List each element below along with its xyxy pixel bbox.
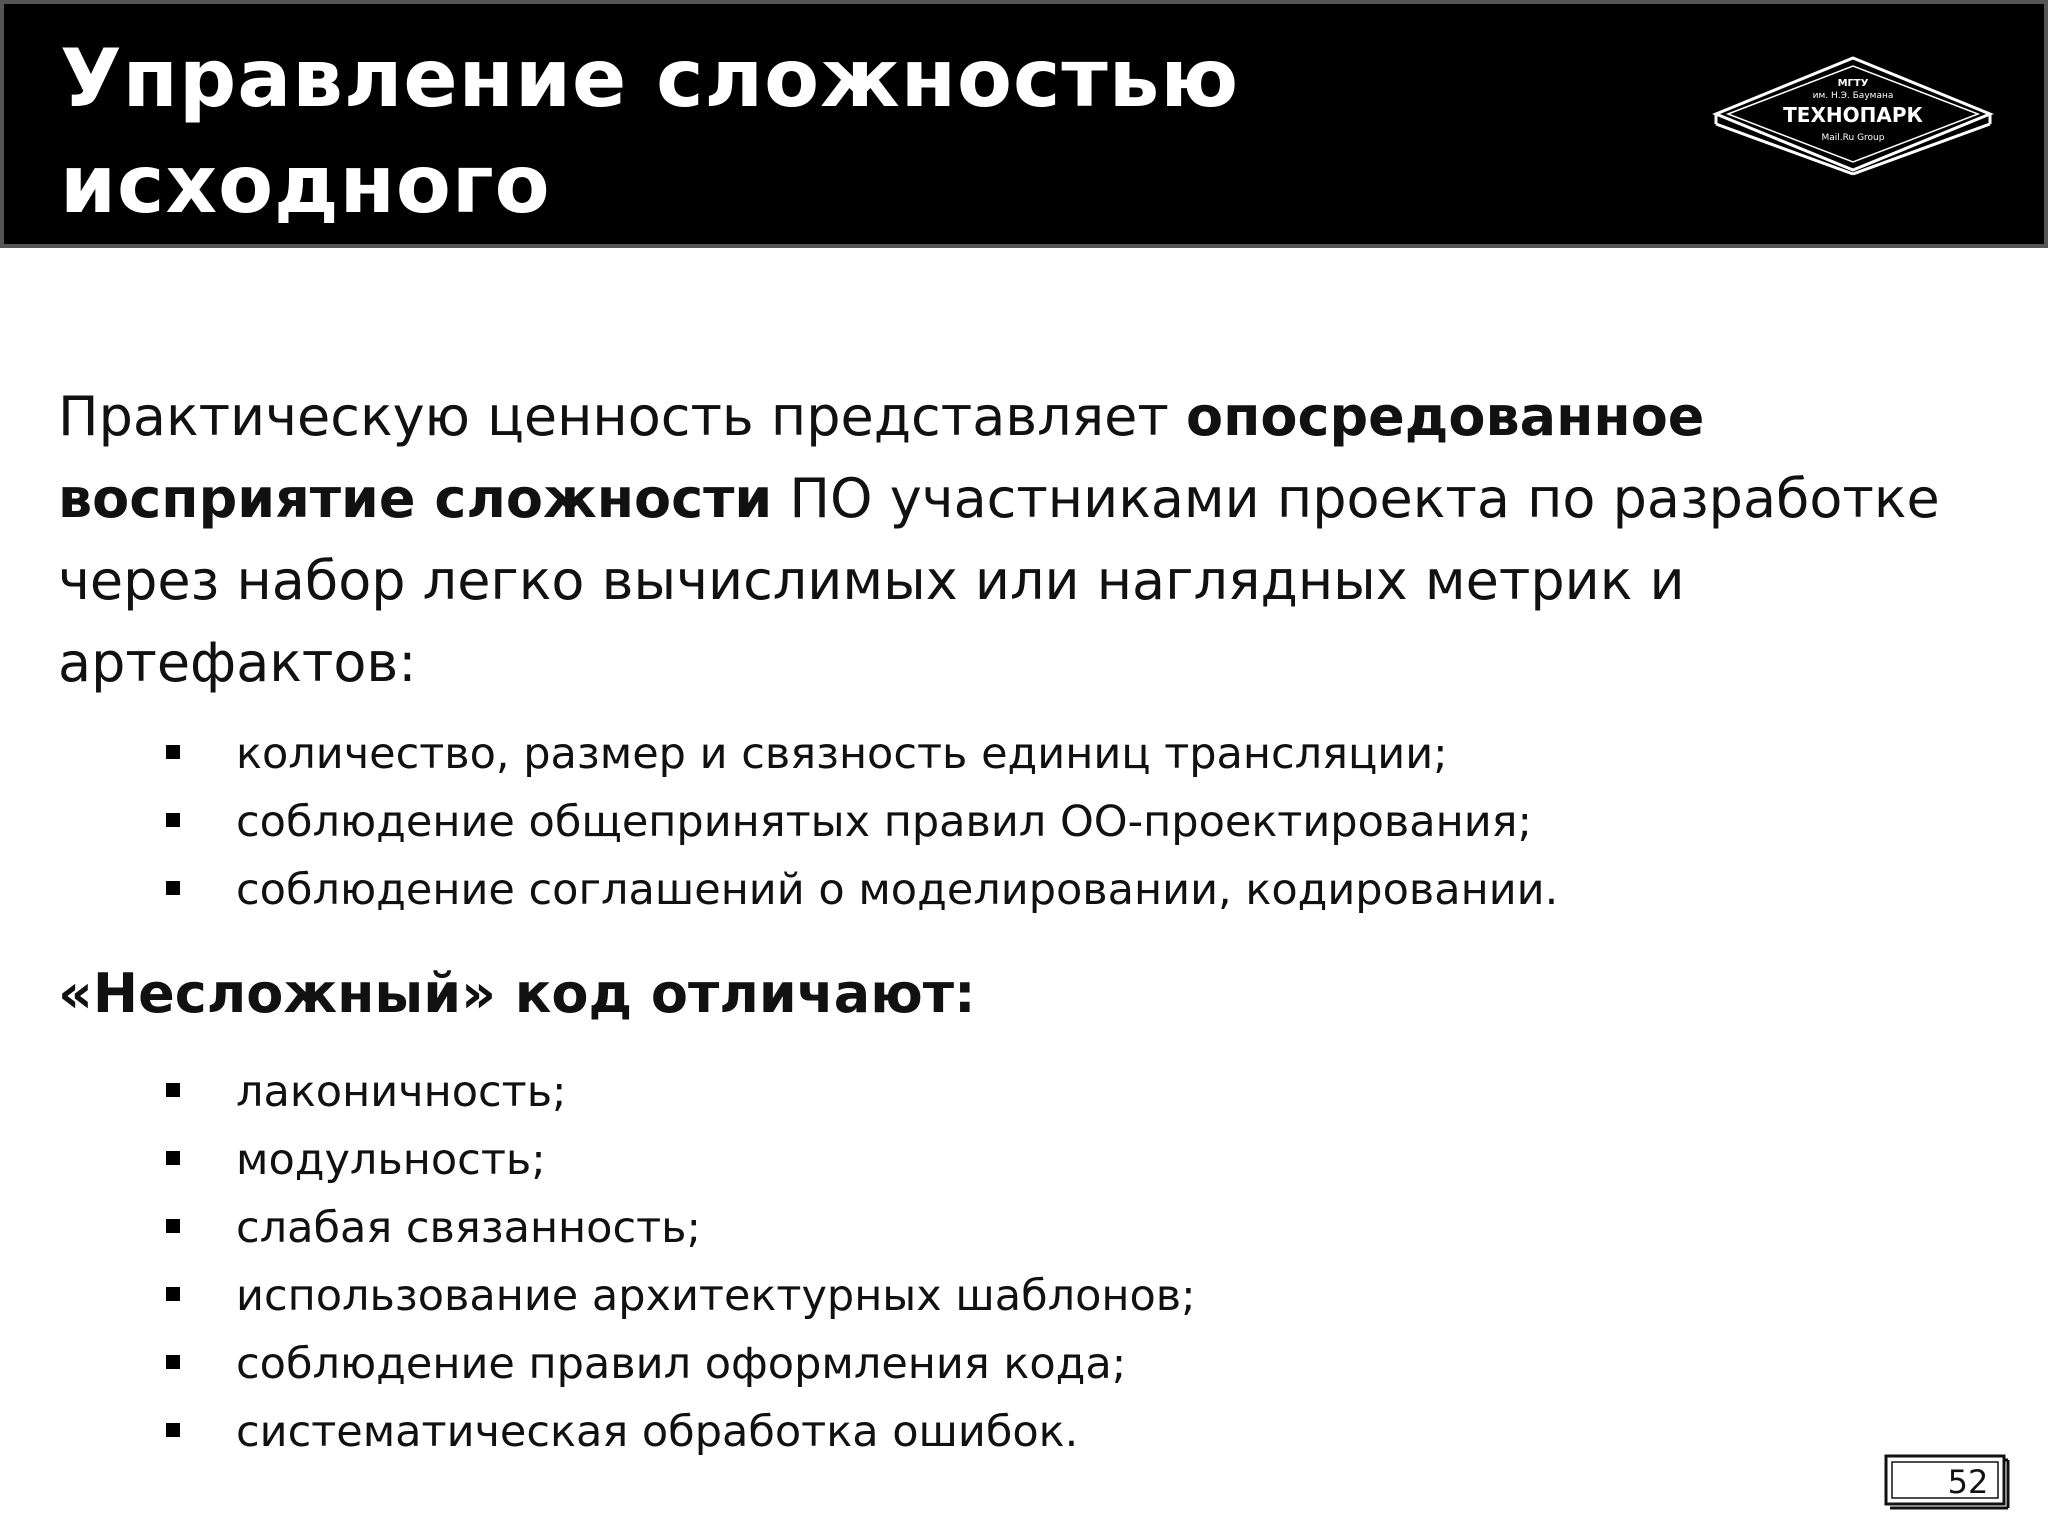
logo-line-4: Mail.Ru Group — [1821, 133, 1885, 143]
intro-emphasis: опосредованное восприятие сложности — [58, 385, 1705, 530]
bullet-square-icon — [166, 813, 180, 827]
bullet-square-icon — [166, 745, 180, 759]
title-line-1: Управление сложностью исходного — [60, 32, 1240, 231]
logo-line-2: им. Н.Э. Баумана — [1812, 91, 1894, 101]
bullet-square-icon — [166, 881, 180, 895]
bullet-square-icon — [166, 1287, 180, 1301]
page-number: 52 — [1947, 1463, 1989, 1501]
intro-paragraph — [58, 376, 1988, 704]
list-item: соблюдение соглашений о моделировании, кодировании. — [236, 856, 1988, 924]
slide-title — [60, 26, 1660, 344]
bullet-square-icon — [166, 1423, 180, 1437]
list-item: использование архитектурных шаблонов; — [236, 1262, 1988, 1330]
list-item: соблюдение общепринятых правил ОО-проектирования; — [236, 788, 1988, 856]
logo-line-3: ТЕХНОПАРК — [1783, 103, 1923, 127]
list-item: соблюдение правил оформления кода; — [236, 1330, 1988, 1398]
bullet-square-icon — [166, 1083, 180, 1097]
intro-text-start: Практическую ценность представляет — [58, 385, 1186, 448]
technopark-logo — [1708, 52, 1998, 176]
metrics-list — [58, 720, 1988, 924]
list-item: лаконичность; — [236, 1058, 1988, 1126]
list-item: систематическая обработка ошибок. — [236, 1398, 1988, 1466]
qualities-list — [58, 1058, 1988, 1466]
bullet-square-icon — [166, 1151, 180, 1165]
title-line-2: кода. Влияние модульности — [60, 244, 1398, 337]
bullet-square-icon — [166, 1355, 180, 1369]
subheading: «Несложный» код отличают: — [58, 962, 976, 1025]
slide-body — [58, 376, 1988, 1466]
list-item: количество, размер и связность единиц трансляции; — [236, 720, 1988, 788]
list-item: модульность; — [236, 1126, 1988, 1194]
intro-text-end: ПО участниками проекта по разработке через набор легко вычислимых или наглядных метрик и артефактов: — [58, 467, 1940, 694]
logo-line-1: МГТУ — [1837, 78, 1869, 89]
bullet-square-icon — [166, 1219, 180, 1233]
list-item: слабая связанность; — [236, 1194, 1988, 1262]
